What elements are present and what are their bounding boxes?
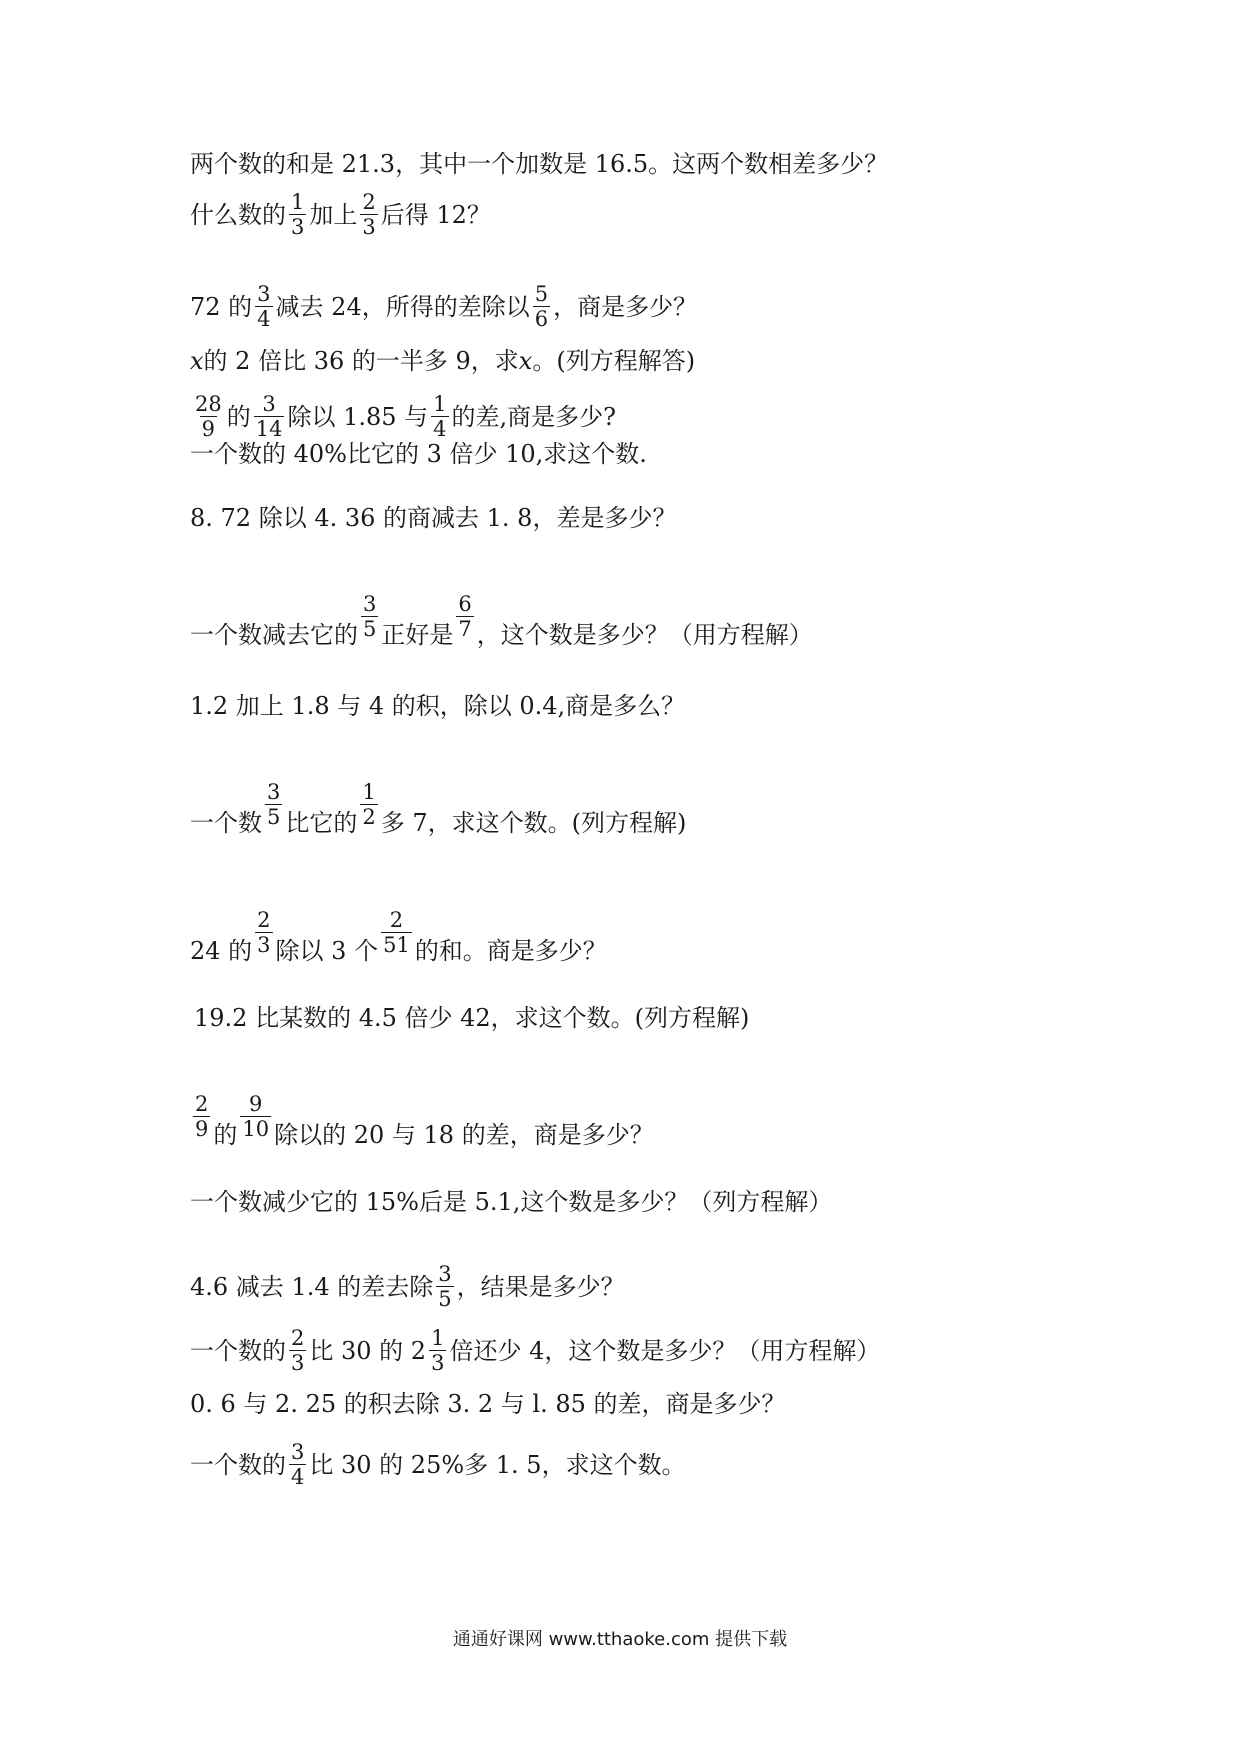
fraction: $\frac{3}{4}$ [257,282,271,331]
variable-x: x [518,347,533,375]
problem-text: 的 [213,1120,238,1149]
problem-text: ，商是多少？ [553,292,698,321]
problem-text: 减去 24，所得的差除以 [275,292,530,321]
problem-text: 72 的 [190,292,253,321]
problem-text: 倍还少 4，这个数是多少？（用方程解） [449,1336,881,1365]
problem-15 [190,1262,625,1311]
problem-text: 除以的 20 与 18 的差，商是多少？ [274,1120,654,1149]
problem-text: 除以 1.85 与 [287,402,429,431]
problem-text: 什么数的 [190,200,286,229]
problem-text: 。(列方程解答) [532,347,696,375]
problem-text: 的 [226,402,251,431]
problem-text: 一个数的 [190,1450,286,1479]
problem-text: 4.6 减去 1.4 的差去除 [190,1272,434,1301]
problem-text: 比 30 的 2 [309,1336,427,1365]
fraction: $\frac{2}{9}$ [195,1092,209,1141]
problem-11 [190,908,607,975]
problem-text: 两个数的和是 21.3，其中一个加数是 16.5。这两个数相差多少？ [190,150,889,178]
fraction: $\frac{5}{6}$ [534,282,549,331]
problem-9 [190,690,685,722]
fraction: $\frac{3}{14}$ [255,392,283,441]
problem-text: 加上 [309,200,358,229]
problem-text: 正好是 [381,620,454,649]
problem-text: 一个数减去它的 [190,620,358,649]
problem-2 [190,190,491,239]
problem-text: 的差,商是多少? [451,402,617,431]
fraction: $\frac{2}{3}$ [362,190,376,239]
fraction: $\frac{3}{5}$ [267,780,281,829]
fraction: $\frac{1}{2}$ [362,780,376,829]
footer-credit: 通通好课网 www.tthaoke.com 提供下载 [452,1629,788,1650]
fraction: $\frac{1}{3}$ [291,190,305,239]
problem-text: 后得 12？ [380,200,491,229]
problem-10 [190,780,687,847]
fraction: $\frac{1}{3}$ [431,1326,445,1375]
problem-8 [190,592,813,659]
problem-text: ，这个数是多少？（用方程解） [476,620,813,649]
fraction: $\frac{3}{4}$ [291,1440,305,1489]
problem-text: 24 的 [190,936,253,965]
problem-1 [190,148,888,180]
problem-18 [190,1440,686,1489]
problem-text: 一个数的 [190,1336,286,1365]
problem-text: 一个数的 40%比它的 3 倍少 10,求这个数. [190,440,647,468]
fraction: $\frac{2}{3}$ [257,908,271,957]
problem-17 [190,1388,786,1420]
problem-text: 的 2 倍比 36 的一半多 9，求 [203,347,519,375]
variable-x: x [190,347,204,375]
fraction: $\frac{3}{5}$ [438,1262,452,1311]
fraction: $\frac{28}{9}$ [195,392,222,441]
problem-5 [190,392,616,441]
fraction: $\frac{1}{4}$ [433,392,447,441]
problem-text: 8. 72 除以 4. 36 的商减去 1. 8，差是多少？ [190,504,677,532]
fraction: $\frac{6}{7}$ [458,592,472,641]
problem-text: ，结果是多少？ [456,1272,625,1301]
problem-12 [194,1002,749,1034]
problem-text: 多 7，求这个数。(列方程解) [380,808,687,837]
problem-13 [190,1092,654,1159]
fraction: $\frac{3}{5}$ [363,592,377,641]
problem-3 [190,282,697,331]
problem-text: 比它的 [285,808,358,837]
problem-4 [190,345,695,377]
fraction: $\frac{9}{10}$ [242,1092,270,1141]
problem-text: 的和。商是多少？ [414,936,607,965]
fraction: $\frac{2}{51}$ [383,908,410,957]
problem-text: 比 30 的 25%多 1. 5，求这个数。 [309,1450,686,1479]
problem-16 [190,1326,880,1375]
problem-text: 19.2 比某数的 4.5 倍少 42，求这个数。(列方程解) [194,1004,750,1032]
problem-text: 0. 6 与 2. 25 的积去除 3. 2 与 l. 85 的差，商是多少？ [190,1390,786,1418]
fraction: $\frac{2}{3}$ [291,1326,305,1375]
problem-text: 除以 3 个 [275,936,379,965]
problem-7 [190,502,676,534]
problem-text: 一个数减少它的 15%后是 5.1,这个数是多少？（列方程解） [190,1188,833,1216]
problem-14 [190,1186,832,1218]
problem-6 [190,438,647,470]
problem-text: 一个数 [190,808,262,837]
problem-text: 1.2 加上 1.8 与 4 的积，除以 0.4,商是多么？ [190,692,686,720]
